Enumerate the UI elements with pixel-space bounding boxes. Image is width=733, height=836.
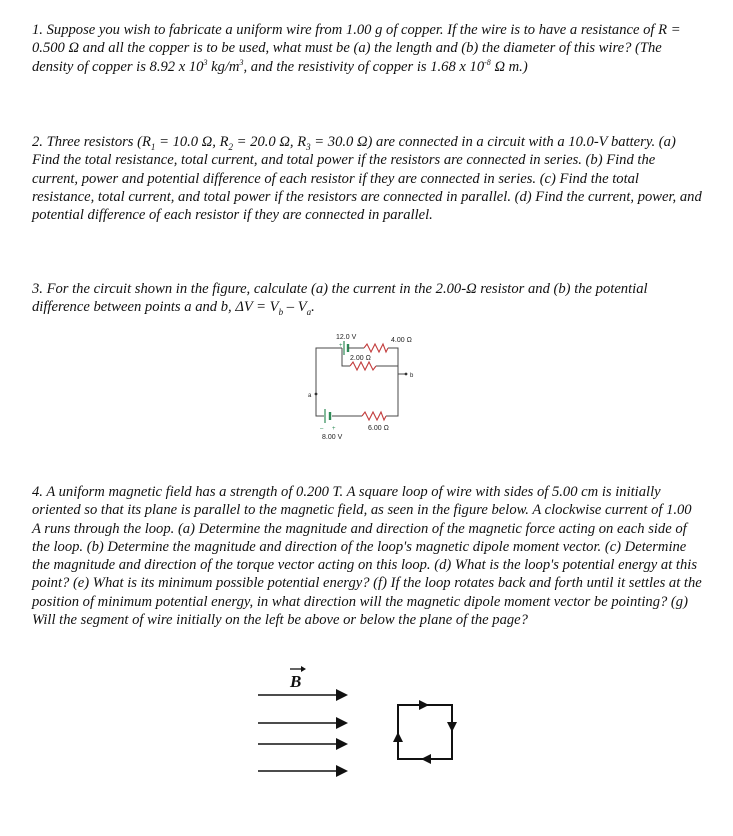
- node-b-dot: [405, 373, 408, 376]
- label-plus-bottom: +: [332, 426, 336, 432]
- current-loop: [393, 700, 457, 764]
- svg-text:B: B: [290, 672, 302, 691]
- battery-8v: [325, 409, 330, 423]
- circuit-diagram: [306, 330, 430, 442]
- field-arrowhead: [336, 689, 348, 701]
- resistor-2-ohm: [350, 362, 376, 370]
- resistor-6-ohm: [362, 412, 386, 420]
- loop-arrow-bottom: [421, 754, 431, 764]
- loop-arrow-right: [447, 722, 457, 732]
- label-plus-top: +: [339, 343, 343, 349]
- label-12v: 12.0 V: [336, 334, 357, 341]
- label-8v: 8.00 V: [322, 434, 343, 441]
- magnetic-field-figure: [250, 664, 480, 784]
- resistor-4-ohm: [364, 344, 388, 352]
- loop-arrow-top: [419, 700, 429, 710]
- problem-4: 4. A uniform magnetic field has a strength of 0.200 T. A square loop of wire with sides of 5.00 cm is initially oriented so that its plane is parallel to the magnetic field, as seen in the figure below. A clockwise current of 1.00 A runs through the loop. (a) Determine the magnitude and direction of the magnetic force acting on each side of the loop. (b) Determine the magnitude and direction of the loop's magnetic dipole moment vector. (c) Determine the magnitude and direction of the torque vector acting on this loop. (d) What is the loop's potential energy at this point? (e) What is its minimum possible potential energy? (f) If the loop rotates back and forth until it settles at the position of minimum potential energy, in what direction will the magnetic dipole moment vector be pointing? (g) Will the segment of wire initially on the left be above or below the plane of the page?: [32, 484, 702, 629]
- field-lines: [258, 695, 340, 771]
- problem-2: 2. Three resistors ($R_1 = 10.0$ Ω, $R_2 = 20.0$ Ω, $R_3 = 30.0$ Ω) are connected in a circuit with a 10.0-V battery. (a) Find the total resistance, total current, and total power if the resistors are connected in series. (b) Find the current, power and potential difference of each resistor if they are connected in series. (c) Find the total resistance, total current, and total power if the resistors are connected in parallel. (d) Find the current, power, and potential difference of each resistor if they are connected in parallel.: [32, 134, 702, 224]
- b-vector-label: [289, 666, 306, 691]
- field-arrowhead: [336, 717, 348, 729]
- label-minus-bottom: –: [320, 426, 324, 432]
- battery-12v: [344, 341, 348, 355]
- label-2-ohm: 2.00 Ω: [350, 355, 371, 362]
- label-node-b: b: [410, 373, 414, 379]
- label-6-ohm: 6.00 Ω: [368, 425, 389, 432]
- label-4-ohm: 4.00 Ω: [391, 337, 412, 344]
- field-arrowhead: [336, 765, 348, 777]
- problem-3: 3. For the circuit shown in the figure, calculate (a) the current in the 2.00-Ω resistor and (b) the potential difference between points a and b, $\Delta V = V_b - V_a$.: [32, 281, 648, 318]
- node-a-dot: [315, 393, 318, 396]
- problem-1: 1. Suppose you wish to fabricate a uniform wire from 1.00 g of copper. If the wire is to have a resistance of R = 0.500 Ω and all the copper is to be used, what must be (a) the length and (b) the diameter of this wire? (The density of copper is 8.92 x $10^3$ $kg/m^3$, and the resistivity of copper is 1.68 x $10^{-8}$ Ω m.): [32, 22, 681, 75]
- field-arrowhead: [336, 738, 348, 750]
- label-node-a: a: [308, 393, 312, 399]
- loop-arrow-left: [393, 732, 403, 742]
